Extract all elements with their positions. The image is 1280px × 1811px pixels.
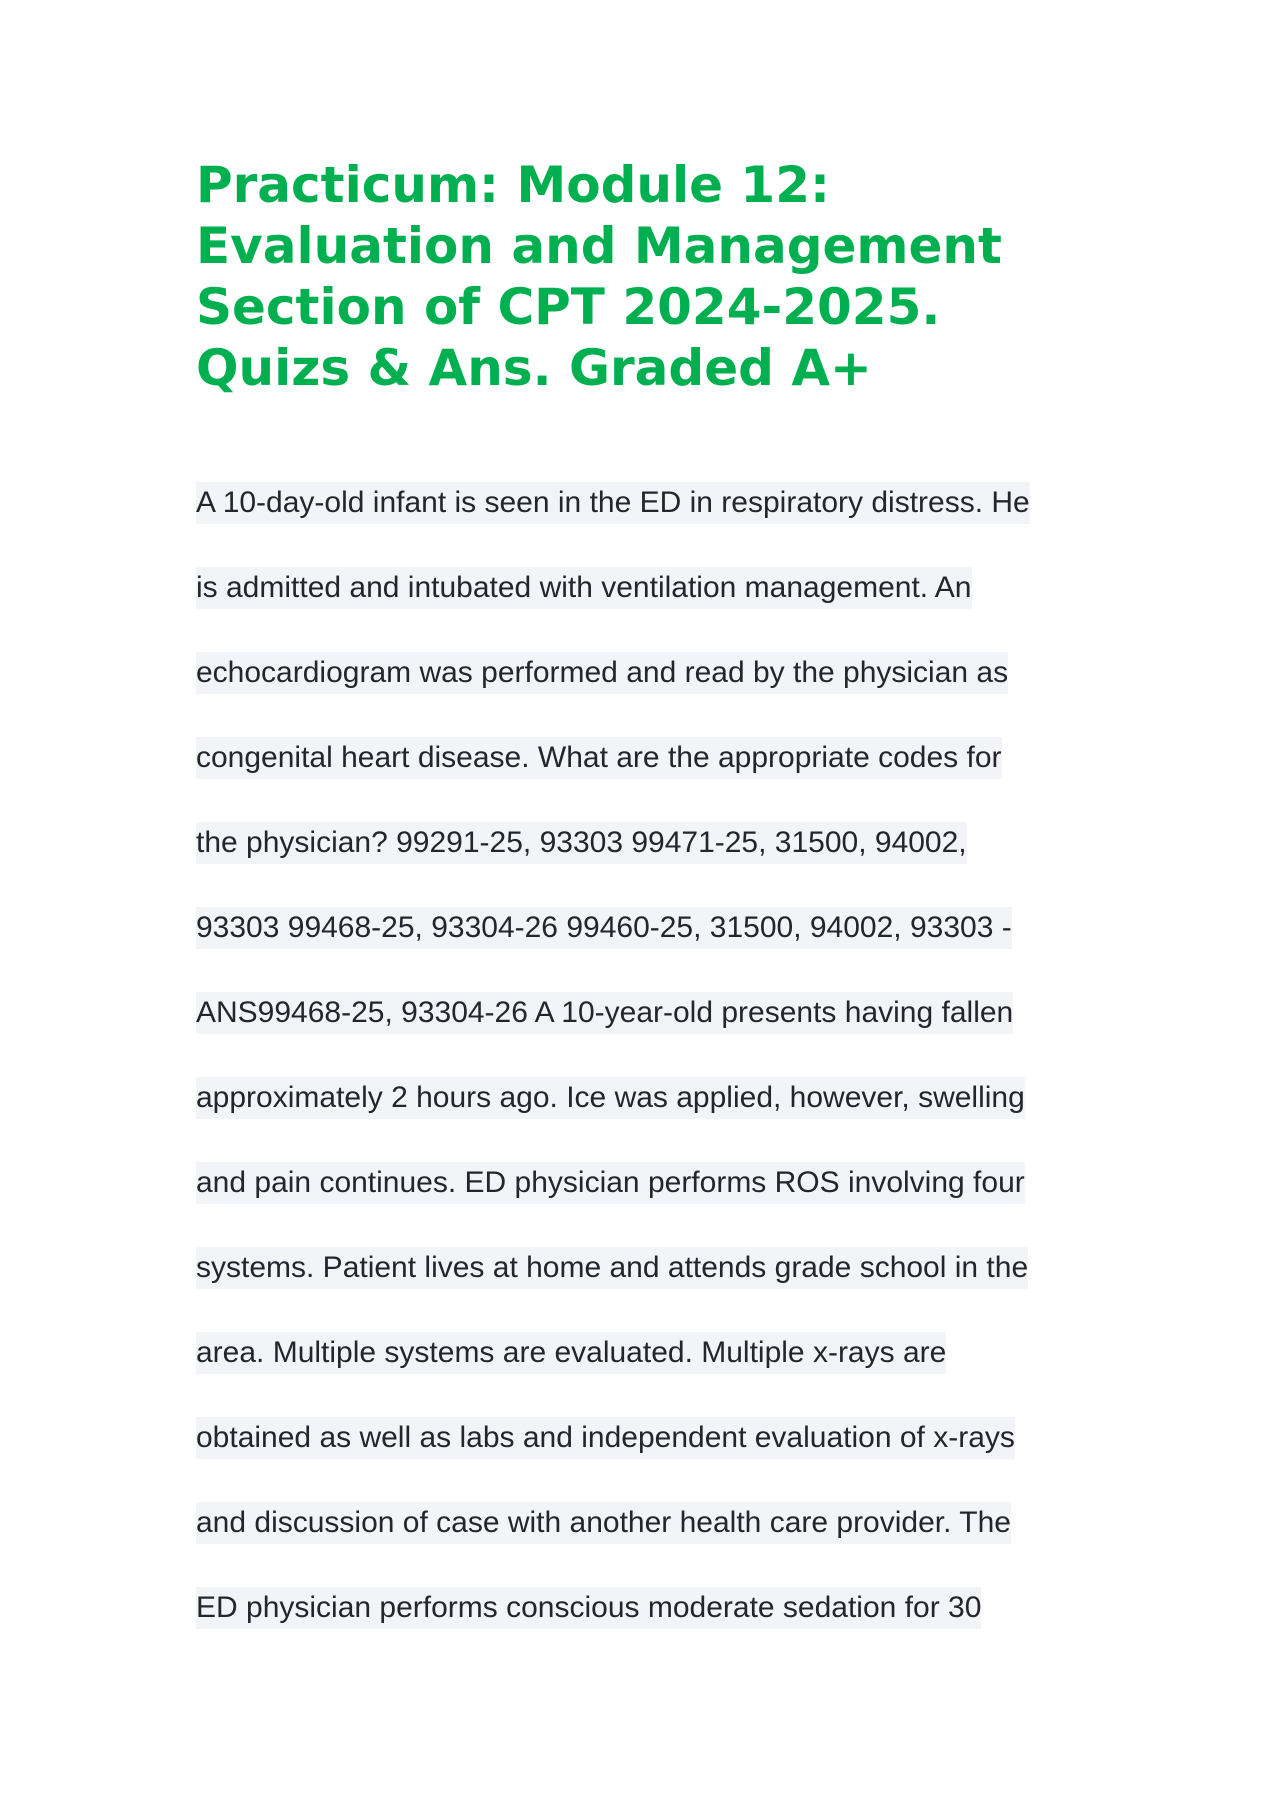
body-line: congenital heart disease. What are the appropriate codes for [196, 737, 1096, 822]
body-line: systems. Patient lives at home and attends grade school in the [196, 1247, 1096, 1332]
body-line: ANS99468-25, 93304-26 A 10-year-old presents having fallen [196, 992, 1096, 1077]
body-line: echocardiogram was performed and read by the physician as [196, 652, 1096, 737]
title-line: Evaluation and Management [196, 217, 1002, 275]
body-line: the physician? 99291-25, 93303 99471-25, 31500, 94002, [196, 822, 1096, 907]
body-line: is admitted and intubated with ventilation management. An [196, 567, 1096, 652]
body-line: area. Multiple systems are evaluated. Multiple x-rays are [196, 1332, 1096, 1417]
document-title [196, 155, 1096, 399]
body-line: obtained as well as labs and independent evaluation of x-rays [196, 1417, 1096, 1502]
question-body [196, 482, 1096, 1672]
body-line: 93303 99468-25, 93304-26 99460-25, 31500, 94002, 93303 - [196, 907, 1096, 992]
title-line: Quizs & Ans. Graded A+ [196, 339, 872, 397]
body-line: and discussion of case with another health care provider. The [196, 1502, 1096, 1587]
body-line: approximately 2 hours ago. Ice was applied, however, swelling [196, 1077, 1096, 1162]
body-line: ED physician performs conscious moderate sedation for 30 [196, 1587, 1096, 1672]
body-line: A 10-day-old infant is seen in the ED in respiratory distress. He [196, 482, 1096, 567]
body-line: and pain continues. ED physician performs ROS involving four [196, 1162, 1096, 1247]
title-line: Section of CPT 2024-2025. [196, 278, 941, 336]
title-line: Practicum: Module 12: [196, 156, 830, 214]
